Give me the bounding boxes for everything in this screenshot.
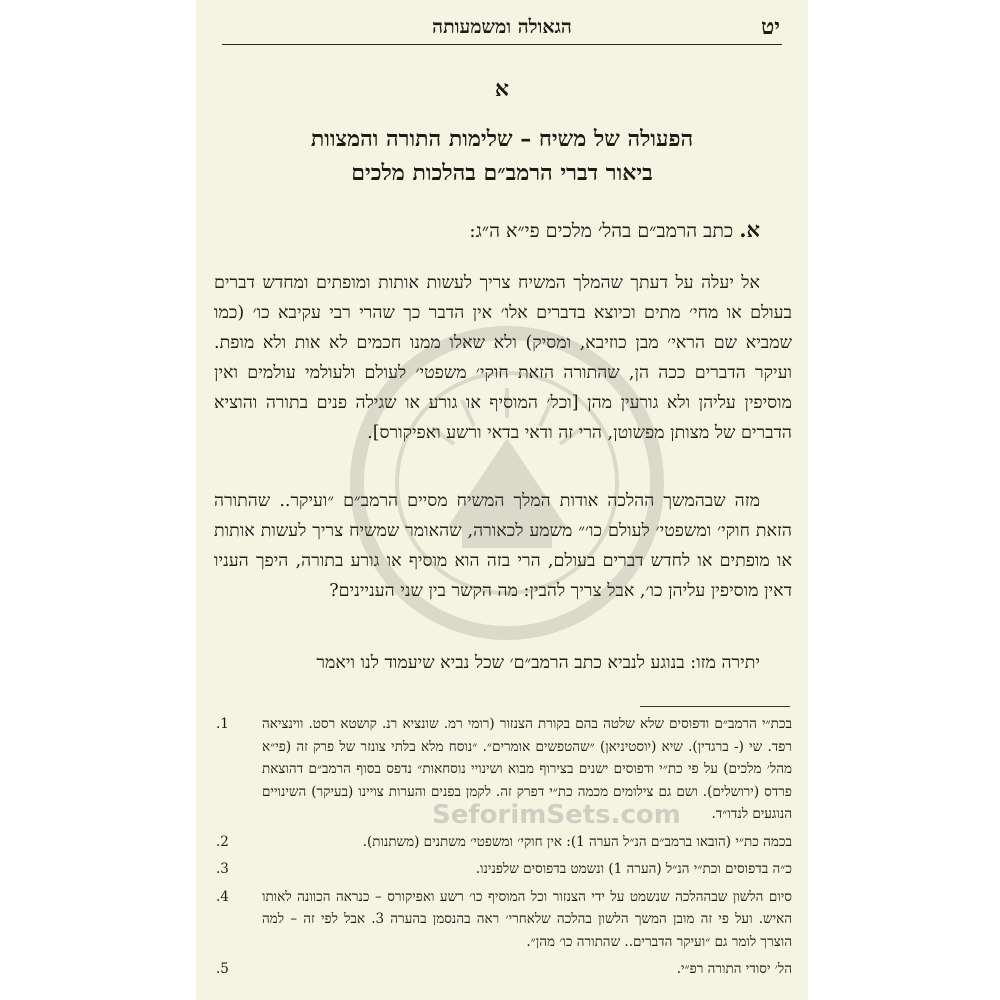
paragraph-quote: אל יעלה על דעתך שהמלך המשיח צריך לעשות אותות ומופתים ומחדש דברים בעולם או מחי׳ מתים וכיוצא בדברים אלו׳ אין הדבר כך שהרי רבי עקיבא כו׳ (כמו שמביא שם הראי׳ מבן כוזיבא, ומסיק) ולא שאלו ממנו חכמים לא אות ולא מופת. ועיקר הדברים ככה הן, שהתורה הזאת חוקי׳ משפטי׳ לעולם ולעולמי עולמים ואין מוסיפין עליהן ולא גורעין מהן [וכל׳ המוסיף או גורע או שגילה פנים בתורה והוציא הדברים של מצותן מפשוטן, הרי זה ודאי בדאי ורשע ואפיקורס]. — [214, 273, 792, 443]
section-heading — [469, 217, 760, 243]
footnote-item — [212, 886, 792, 954]
footnote-text: כ״ה בדפוסים וכת״י הנ״ל (הערה 1) ונשמט בדפוסים שלפנינו. — [475, 861, 792, 877]
chapter-title-line1: הפעולה של משיח – שלימות התורה והמצוות — [310, 126, 694, 152]
paragraph-continuation: יתירה מזו: בנוגע לנביא כתב הרמב״ם׳ שכל נביא שיעמוד לנו ויאמר — [316, 653, 760, 673]
chapter-title-line2: ביאור דברי הרמב״ם בהלכות מלכים — [351, 160, 653, 186]
footnote-text: בכמה כת״י (הובאו ברמב״ם הנ״ל הערה 1): אין חוקי׳ ומשפטי׳ משתנים (משתנות). — [362, 833, 792, 850]
footnote-item — [212, 831, 792, 854]
section-marker: א. — [739, 217, 760, 242]
watermark-site: SeforimSets.com — [432, 800, 681, 830]
footnotes — [212, 713, 792, 986]
footnote-text: סיום הלשון שבההלכה שנשמט על ידי הצנזור וכל המוסיף כו׳ רשע ואפיקורס – כנראה הכוונה לאותו האיש. ועל פי זה מובן המשך הלשון בהלכה שלאחרי׳ ראה בהנסמן בהערה 3. אבל לפי זה – למה הוצרך לומר גם ״ועיקר הדברים.. שהתורה כו׳ מהן״. — [262, 888, 792, 950]
chapter-letter: א — [494, 76, 510, 102]
footnote-divider — [640, 706, 790, 707]
section-heading-text: כתב הרמב״ם בהל׳ מלכים פי״א ה״ג: — [469, 220, 734, 242]
book-page — [196, 0, 808, 1000]
page-header — [222, 14, 782, 45]
footnote-text: בכת״י הרמב״ם ודפוסים שלא שלטה בהם בקורת הצנזור (רומי רמ. שונציא רנ. קושטא רסט. ווינציאה רפד. שי (- ברגדין). שיא (יוסטיניאן) ״שהטפשים אומרים״. ״נוסח מלא בלתי צונזר של פרק זה (פי״א מהל׳ מלכים) על פי כת״י ודפוסים ישנים בצירוף מבוא ושינויי נוסחאות״ נדפס בסוף הרמב״ם דהוצאת פרדס (ירושלים). ושם גם צילומים מכמה כת״י דפרק זה. לקמן בפנים והערות צויינו (בעיקר) השינויים הנוגעים לנדו״ד. — [262, 716, 792, 822]
footnote-number: .5 — [216, 961, 229, 977]
footnote-item — [212, 858, 792, 881]
footnote-text: הל׳ יסודי התורה רפ״י. — [676, 961, 792, 977]
page-number: יט — [760, 14, 780, 40]
footnote-number: .4 — [216, 888, 229, 905]
footnote-item — [212, 958, 792, 981]
paragraph-discussion: מזה שבהמשך ההלכה אודות המלך המשיח מסיים הרמב״ם ״ועיקר.. שהתורה הזאת חוקי׳ ומשפטי׳ לעולם כו׳״ משמע לכאורה, שהאומר שמשיח צריך לעשות אותות או מופתים או לחדש דברים בעולם, הרי בזה הוא מוסיף או גורע בתורה, היפך העניו דאין מוסיפין עליהן כו׳, אבל צריך להבין: מה הקשר בין שני העניינים? — [214, 491, 792, 601]
footnote-number: .3 — [216, 861, 229, 877]
footnote-number: .2 — [216, 833, 229, 850]
running-title: הגאולה ומשמעותה — [432, 16, 572, 38]
footnote-number: .1 — [216, 716, 229, 732]
